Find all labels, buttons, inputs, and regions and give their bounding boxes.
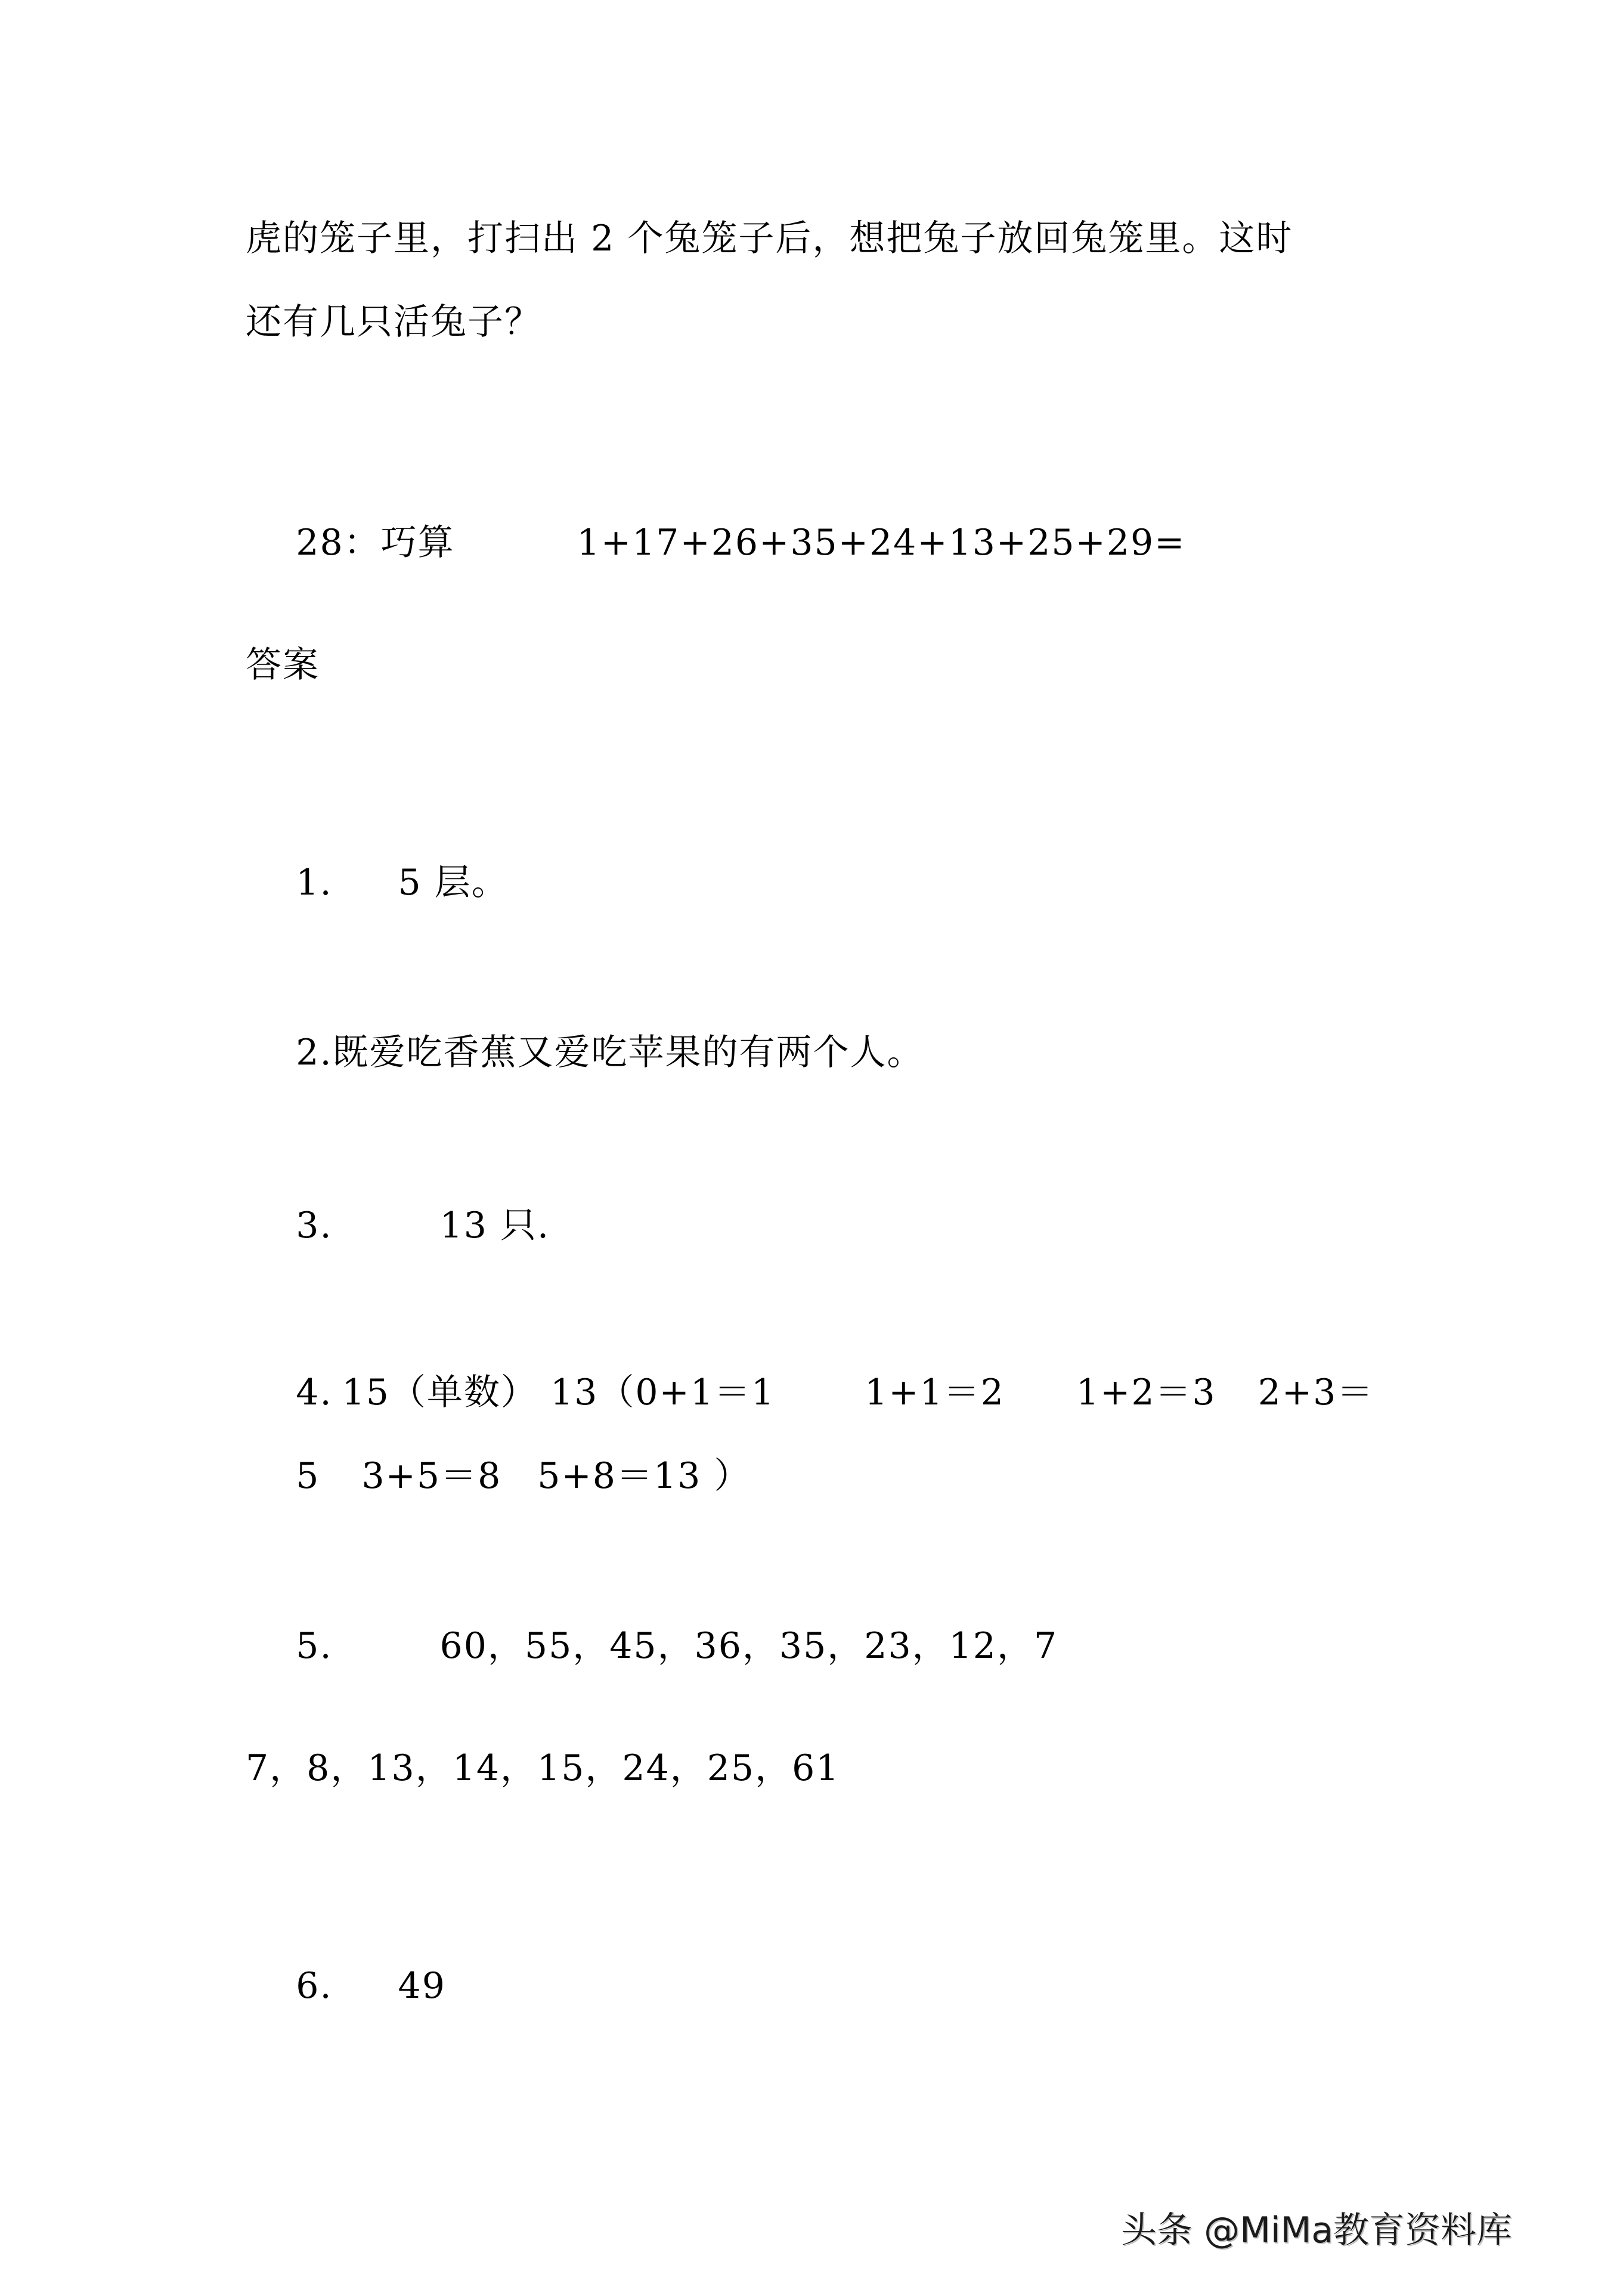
answer-4-part: 5 [296,1455,320,1497]
answer-number: 2. [296,1032,333,1073]
answer-4-part: 3+5＝8 [361,1455,502,1497]
question-28-label: 28：巧算 [296,522,455,564]
answer-4-line-2 [246,1404,751,1548]
answer-text: 5 层。 [398,862,509,903]
answer-3 [246,1154,550,1297]
answer-5-line-2: 7，8，13，14，15，24，25，61 [246,1747,840,1789]
question-28 [246,471,1185,614]
question-28-expression: 1+17+26+35+24+13+25+29= [577,522,1186,564]
answer-6 [246,1914,446,2057]
answer-text: 既爱吃香蕉又爱吃苹果的有两个人。 [332,1032,924,1073]
answer-text: 49 [398,1965,446,2007]
answer-2 [246,981,924,1124]
answer-4-part: 1+2＝3 [1076,1372,1216,1413]
answer-number: 3. [296,1205,333,1246]
answer-number: 1. [296,862,333,903]
answer-4-part: 2+3＝ [1257,1372,1374,1413]
watermark: 头条 @MiMa教育资料库 [1121,2210,1513,2251]
answer-number: 6. [296,1965,333,2007]
answer-4-part: 1+1＝2 [865,1372,1005,1413]
answer-4-part: 5+8＝13 ） [537,1455,751,1497]
question-27-text-line-1: 虎的笼子里，打扫出 2 个兔笼子后，想把兔子放回兔笼里。这时 [246,218,1293,259]
answers-heading: 答案 [246,644,320,686]
answer-number: 4. [296,1372,333,1413]
answer-4-part: 15（单数） 13（0+1＝1 [342,1372,776,1413]
answer-5-descending: 60，55，45，36，35，23，12，7 [439,1625,1058,1667]
answer-text: 13 只. [439,1205,550,1246]
answer-number: 5. [296,1625,333,1667]
answer-1 [246,811,509,954]
question-27-text-line-2: 还有几只活兔子？ [246,301,541,343]
answer-5-line-1 [246,1574,1058,1718]
